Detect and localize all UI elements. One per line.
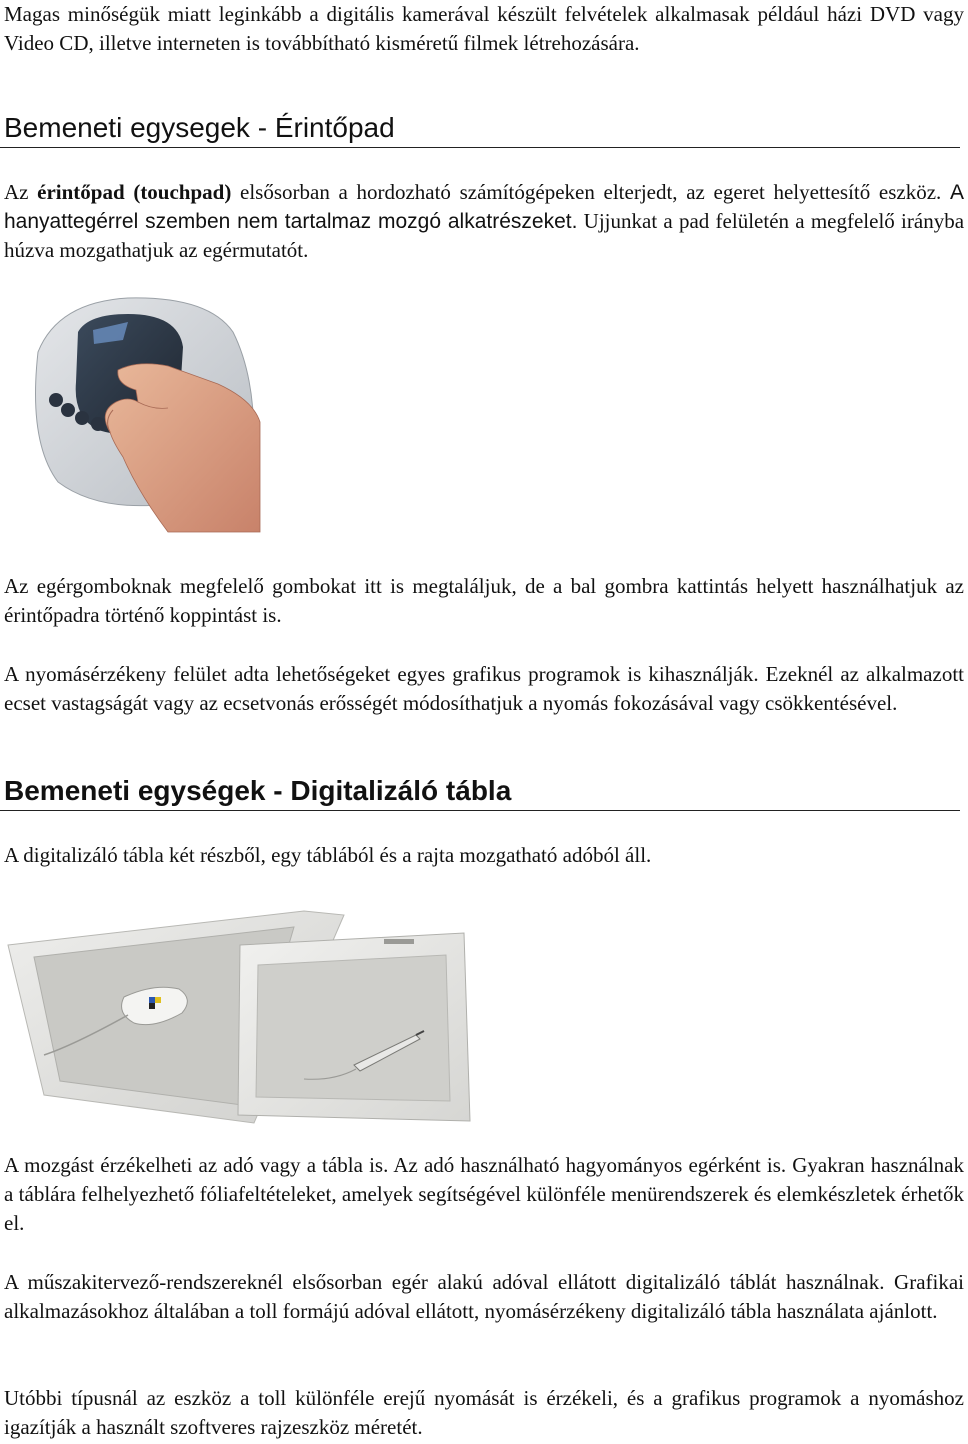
- touchpad-paragraph-1: [0, 178, 968, 265]
- tablet-image: [4, 905, 474, 1123]
- touchpad-paragraph-2: Az egérgomboknak megfelelő gombokat itt is megtaláljuk, de a bal gombra kattintás helyett használhatjuk az érintőpadra történő koppintást is.: [4, 574, 964, 627]
- touchpad-p1-pre: Az: [4, 180, 38, 204]
- touchpad-p1-sans: A hanyattegérrel szemben nem tartalmaz mozgó alkatrészeket.: [4, 181, 964, 233]
- touchpad-image: [18, 292, 260, 532]
- touchpad-p1-post: elsősorban a hordozható számítógépeken elterjedt, az egeret helyettesítő eszköz.: [231, 180, 950, 204]
- tablet-heading: Bemeneti egységek - Digitalizáló tábla: [0, 774, 960, 811]
- touchpad-p1-tail: Ujjunkat a pad felületén a megfelelő irányba húzva mozgathatjuk az egérmutatót.: [4, 209, 965, 262]
- touchpad-paragraph-3: A nyomásérzékeny felület adta lehetőségeket egyes grafikus programok is kihasználják. Ezeknél az alkalmazott ecset vastagságát vagy az ecsetvonás erősségét módosíthatjuk a nyomás fokozásával vagy csökkentésével.: [4, 662, 964, 715]
- tablet-paragraph-3: A műszakitervező-rendszereknél elsősorban egér alakú adóval ellátott digitalizáló táblát használnak. Grafikai alkalmazásokhoz általában a toll formájú adóval ellátott, nyomásérzékeny digitalizáló tábla használata ajánlott.: [4, 1270, 964, 1323]
- tablet-paragraph-2: A mozgást érzékelheti az adó vagy a tábla is. Az adó használható hagyományos egérként is. Gyakran használnak a táblára felhelyezhető fóliafeltételeket, amelyek segítségével különféle menürendszerek és elemkészletek érhetők el.: [4, 1153, 964, 1235]
- intro-paragraph: Magas minőségük miatt leginkább a digitális kamerával készült felvételek alkalmasak például házi DVD vagy Video CD, illetve interneten is továbbítható kisméretű filmek létrehozására.: [4, 2, 964, 55]
- touchpad-term: érintőpad (touchpad): [37, 180, 232, 204]
- touchpad-heading: Bemeneti egysegek - Érintőpad: [0, 111, 960, 148]
- tablet-paragraph-1: A digitalizáló tábla két részből, egy táblából és a rajta mozgatható adóból áll.: [4, 843, 652, 867]
- tablet-paragraph-4: Utóbbi típusnál az eszköz a toll különféle erejű nyomását is érzékeli, és a grafikus programok a nyomáshoz igazítják a használt szoftveres rajzeszköz méretét.: [4, 1386, 964, 1439]
